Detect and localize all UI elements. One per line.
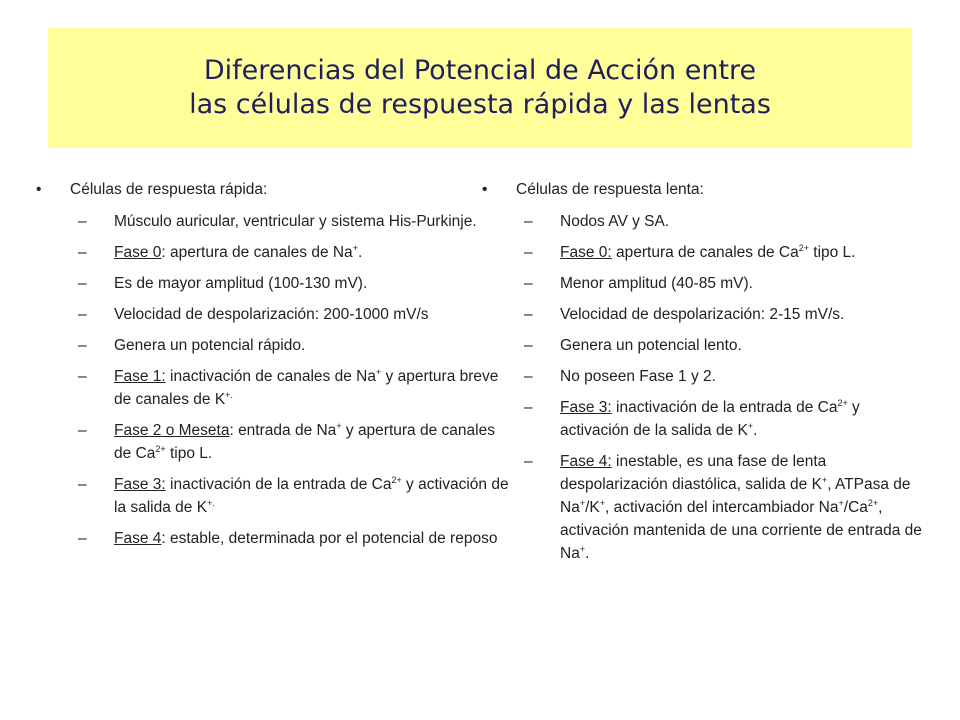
dash-icon: – — [524, 306, 533, 323]
phase-label: Fase 2 o Meseta — [114, 422, 230, 439]
list-item: – Fase 3: inactivación de la entrada de $Ca^{2+}$ y activación de la salida de K+. — [524, 398, 860, 439]
dash-icon: – — [78, 368, 87, 385]
list-item: – Menor amplitud (40-85 mV). — [482, 272, 932, 295]
dash-icon: – — [524, 453, 533, 470]
title-line-1: Diferencias del Potencial de Acción entre — [203, 55, 757, 86]
list-item: – Velocidad de despolarización: 2-15 mV/s. — [482, 303, 932, 326]
phase-label: Fase 0 — [114, 244, 162, 261]
dash-icon: – — [524, 399, 533, 416]
list-item: – Fase 0: apertura de canales de Na+. — [36, 241, 514, 264]
list-item: – Fase 1: inactivación de canales de Na+ y apertura breve de canales de K+. — [78, 367, 499, 408]
bullet-icon: • — [36, 181, 42, 198]
phase-label: Fase 1: — [114, 368, 166, 385]
dash-icon: – — [78, 530, 87, 547]
title-banner — [48, 28, 912, 148]
dash-icon: – — [524, 275, 533, 292]
dash-icon: – — [78, 306, 87, 323]
fast-response-heading — [36, 178, 514, 201]
slow-response-column — [482, 178, 932, 573]
phase-label: Fase 0: — [560, 244, 612, 261]
title-line-2: las células de respuesta rápida y las lentas — [189, 89, 771, 120]
list-item: – Músculo auricular, ventricular y sistema His-Purkinje. — [36, 210, 514, 233]
heading-text: Células de respuesta rápida: — [70, 181, 268, 198]
phase-label: Fase 4 — [114, 530, 162, 547]
dash-icon: – — [524, 213, 533, 230]
fast-response-column — [36, 178, 514, 558]
fast-response-list — [36, 210, 514, 550]
list-item: – Fase 3: inactivación de la entrada de $Ca^{2+}$ y activación de la salida de K+. — [78, 475, 509, 516]
list-item: – No poseen Fase 1 y 2. — [482, 365, 932, 388]
bullet-icon: • — [482, 181, 488, 198]
dash-icon: – — [78, 244, 87, 261]
dash-icon: – — [78, 337, 87, 354]
list-item: – Genera un potencial rápido. — [36, 334, 514, 357]
dash-icon: – — [524, 368, 533, 385]
dash-icon: – — [78, 213, 87, 230]
list-item: – Fase 4: estable, determinada por el potencial de reposo — [36, 527, 514, 550]
list-item: – Genera un potencial lento. — [482, 334, 932, 357]
dash-icon: – — [78, 275, 87, 292]
list-item: – Fase 0: apertura de canales de $Ca^{2+}$ tipo L. — [482, 241, 932, 264]
list-item: – Es de mayor amplitud (100-130 mV). — [36, 272, 514, 295]
phase-label: Fase 3: — [114, 476, 166, 493]
dash-icon: – — [78, 422, 87, 439]
list-item: – Velocidad de despolarización: 200-1000 mV/s — [36, 303, 514, 326]
slow-response-list — [482, 210, 932, 565]
phase-label: Fase 4: — [560, 453, 612, 470]
slow-response-heading — [482, 178, 932, 201]
list-item: – Fase 4: inestable, es una fase de lenta despolarización diastólica, salida de K+, ATPasa de Na+/K+, activación del intercambiador $Na^+/Ca^{2+}$, activación mantenida de una corriente de entrada de Na+. — [482, 450, 932, 565]
phase-label: Fase 3: — [560, 399, 612, 416]
heading-text: Células de respuesta lenta: — [516, 181, 704, 198]
dash-icon: – — [524, 337, 533, 354]
list-item: – Fase 2 o Meseta: entrada de Na+ y apertura de canales de $Ca^{2+}$ tipo L. — [78, 421, 495, 462]
dash-icon: – — [78, 476, 87, 493]
list-item: – Nodos AV y SA. — [482, 210, 932, 233]
dash-icon: – — [524, 244, 533, 261]
